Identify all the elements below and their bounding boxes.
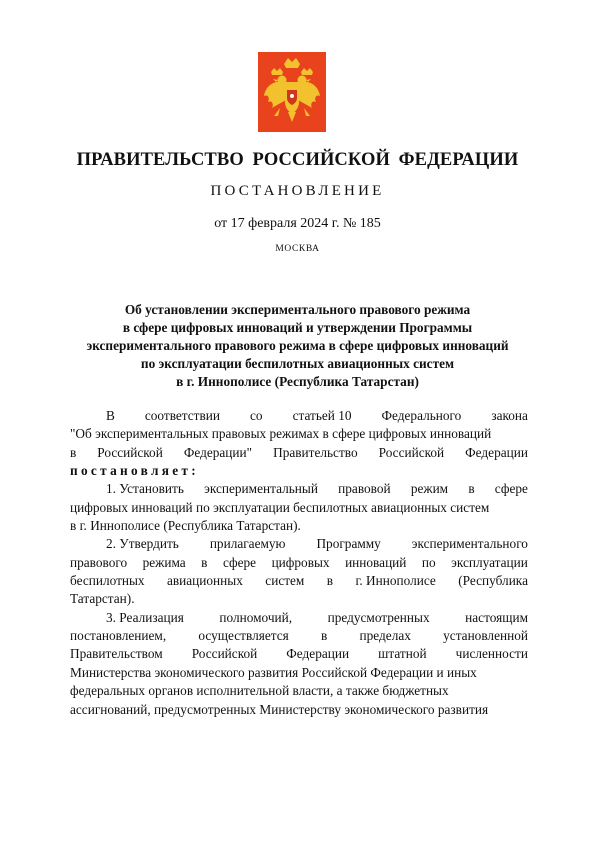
title-line: в г. Иннополисе (Республика Татарстан) — [176, 374, 419, 389]
preamble — [70, 407, 528, 719]
item-1-line: цифровых инноваций по эксплуатации беспилотных авиационных систем — [70, 499, 490, 515]
city: МОСКВА — [275, 244, 320, 254]
item-3-line: ассигнований, предусмотренных Министерству экономического развития — [70, 701, 489, 717]
item-2-line: правового режима в сфере цифровых инноваций по эксплуатации — [70, 554, 528, 570]
item-2-line: Татарстан). — [70, 591, 135, 607]
item-3-line: Правительством Российской Федерации штатной численности — [70, 646, 528, 662]
title-line: экспериментального правового режима в сфере цифровых инноваций — [86, 338, 509, 353]
item-3-line: Министерства экономического развития Российской Федерации и иных — [70, 664, 477, 680]
government-name: ПРАВИТЕЛЬСТВО РОССИЙСКОЙ ФЕДЕРАЦИИ — [76, 150, 519, 170]
item-1-line: 1. Установить экспериментальный правовой режим в сфере — [106, 481, 528, 497]
russian-coat-of-arms-icon — [258, 52, 326, 132]
date-number: от 17 февраля 2024 г. № 185 — [214, 216, 381, 231]
item-3-line: 3. Реализация полномочий, предусмотренных настоящим — [106, 609, 528, 625]
item-3-line: постановлением, осуществляется в пределах установленной — [70, 628, 528, 644]
decrees-word: постановляет: — [70, 463, 199, 479]
title-line: в сфере цифровых инноваций и утверждении Программы — [122, 320, 473, 335]
title-line: Об установлении экспериментального правового режима — [124, 302, 471, 317]
preamble-line: в Российской Федерации" Правительство Российской Федерации — [70, 444, 528, 460]
item-1-line: в г. Иннополисе (Республика Татарстан). — [70, 518, 301, 534]
document-title — [0, 301, 595, 391]
item-2-line: 2. Утвердить прилагаемую Программу экспериментального — [106, 536, 528, 552]
preamble-line: "Об экспериментальных правовых режимах в сфере цифровых инноваций — [70, 426, 492, 442]
item-2-line: беспилотных авиационных систем в г. Иннополисе (Республика — [70, 573, 528, 589]
preamble-line: В соответствии со статьей 10 Федерального закона — [106, 408, 528, 423]
document-type: ПОСТАНОВЛЕНИЕ — [210, 183, 385, 199]
item-3-line: федеральных органов исполнительной власти, а также бюджетных — [70, 683, 449, 699]
title-line: по эксплуатации беспилотных авиационных систем — [140, 356, 455, 371]
